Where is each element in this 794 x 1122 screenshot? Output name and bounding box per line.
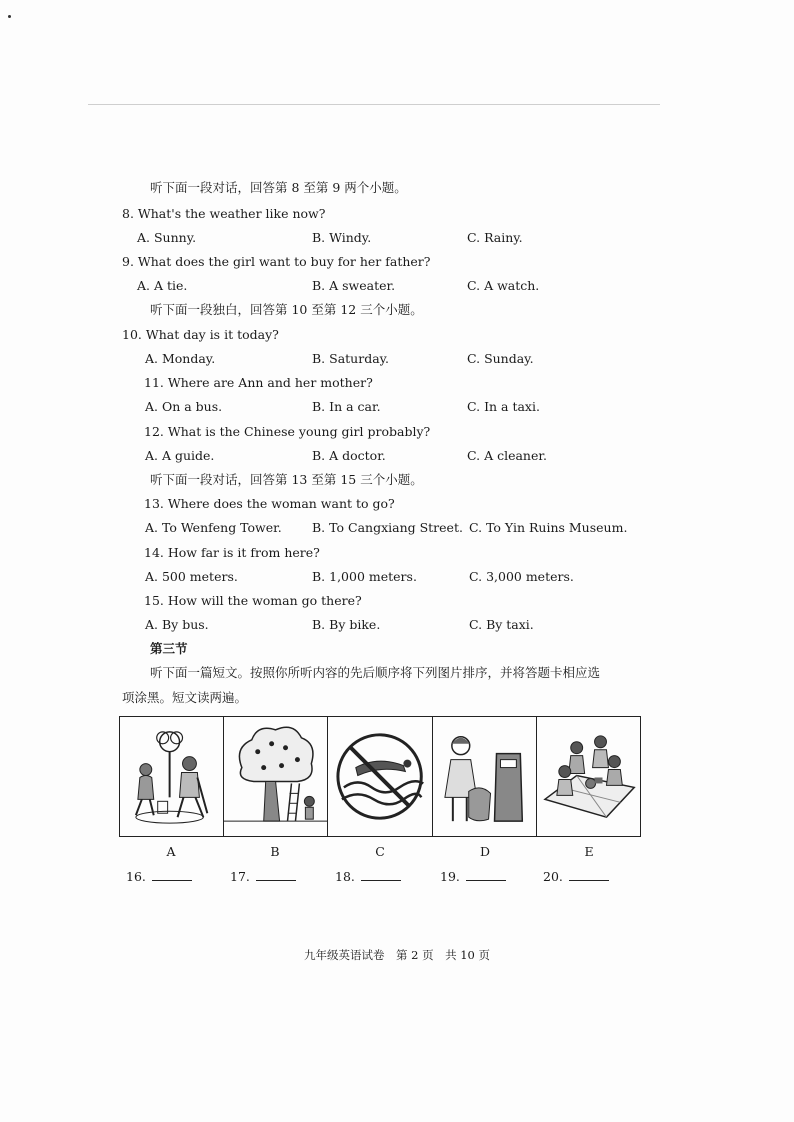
question-15-option-b: B. By bike. bbox=[312, 617, 381, 632]
question-9-option-a: A. A tie. bbox=[137, 278, 188, 293]
answer-20-blank[interactable] bbox=[569, 868, 609, 881]
dialog-13-15-intro: 听下面一段对话，回答第 13 至第 15 三个小题。 bbox=[150, 472, 423, 487]
question-14: 14. How far is it from here? bbox=[144, 545, 320, 560]
question-14-option-a: A. 500 meters. bbox=[145, 569, 238, 584]
question-13: 13. Where does the woman want to go? bbox=[144, 496, 395, 511]
answer-17-blank[interactable] bbox=[256, 868, 296, 881]
question-8: 8. What's the weather like now? bbox=[122, 206, 326, 221]
answer-19-number: 19. bbox=[440, 869, 460, 884]
picture-label-c: C bbox=[375, 844, 385, 859]
answer-18 bbox=[335, 868, 401, 884]
answer-19 bbox=[440, 868, 506, 884]
picture-a-planting-tree bbox=[120, 717, 224, 836]
question-9: 9. What does the girl want to buy for her father? bbox=[122, 254, 431, 269]
picture-c-no-swimming bbox=[328, 717, 432, 836]
picture-strip bbox=[119, 716, 641, 837]
section-3-instruction-line2: 项涂黑。短文读两遍。 bbox=[122, 690, 248, 705]
question-12: 12. What is the Chinese young girl probably? bbox=[144, 424, 431, 439]
question-9-option-b: B. A sweater. bbox=[312, 278, 396, 293]
answer-17 bbox=[230, 868, 296, 884]
scan-speck bbox=[8, 15, 11, 18]
litter-bin-icon bbox=[433, 717, 536, 836]
section-3-instruction-line1: 听下面一篇短文。按照你所听内容的先后顺序将下列图片排序，并将答题卡相应选 bbox=[150, 665, 601, 680]
question-13-option-c: C. To Yin Ruins Museum. bbox=[469, 520, 628, 535]
no-swimming-icon bbox=[328, 717, 431, 836]
question-12-option-c: C. A cleaner. bbox=[467, 448, 547, 463]
answer-18-blank[interactable] bbox=[361, 868, 401, 881]
question-15: 15. How will the woman go there? bbox=[144, 593, 362, 608]
question-9-option-c: C. A watch. bbox=[467, 278, 540, 293]
question-11-option-c: C. In a taxi. bbox=[467, 399, 540, 414]
question-10-option-b: B. Saturday. bbox=[312, 351, 390, 366]
question-10: 10. What day is it today? bbox=[122, 327, 279, 342]
picture-b-fruit-tree bbox=[224, 717, 328, 836]
header-rule bbox=[88, 104, 660, 105]
question-8-option-b: B. Windy. bbox=[312, 230, 372, 245]
picnic-icon bbox=[537, 717, 640, 836]
question-11-option-b: B. In a car. bbox=[312, 399, 381, 414]
section-3-title: 第三节 bbox=[150, 641, 188, 656]
answer-16-number: 16. bbox=[126, 869, 146, 884]
question-11: 11. Where are Ann and her mother? bbox=[144, 375, 373, 390]
tree-planting-icon bbox=[120, 717, 223, 836]
picture-e-picnic bbox=[537, 717, 640, 836]
answer-20-number: 20. bbox=[543, 869, 563, 884]
picture-d-litter-bin bbox=[433, 717, 537, 836]
question-13-option-a: A. To Wenfeng Tower. bbox=[145, 520, 282, 535]
fruit-tree-icon bbox=[224, 717, 327, 836]
question-11-option-a: A. On a bus. bbox=[145, 399, 223, 414]
question-15-option-a: A. By bus. bbox=[145, 617, 209, 632]
answer-16 bbox=[126, 868, 192, 884]
question-15-option-c: C. By taxi. bbox=[469, 617, 534, 632]
picture-label-e: E bbox=[584, 844, 594, 859]
monologue-10-12-intro: 听下面一段独白，回答第 10 至第 12 三个小题。 bbox=[150, 302, 423, 317]
answer-20 bbox=[543, 868, 609, 884]
question-10-option-c: C. Sunday. bbox=[467, 351, 534, 366]
question-12-option-a: A. A guide. bbox=[145, 448, 215, 463]
question-10-option-a: A. Monday. bbox=[145, 351, 216, 366]
answer-16-blank[interactable] bbox=[152, 868, 192, 881]
question-13-option-b: B. To Cangxiang Street. bbox=[312, 520, 463, 535]
picture-label-a: A bbox=[166, 844, 176, 859]
picture-label-d: D bbox=[479, 844, 491, 859]
question-8-option-a: A. Sunny. bbox=[137, 230, 197, 245]
dialog-8-9-intro: 听下面一段对话，回答第 8 至第 9 两个小题。 bbox=[150, 180, 407, 195]
answer-17-number: 17. bbox=[230, 869, 250, 884]
answer-19-blank[interactable] bbox=[466, 868, 506, 881]
answer-18-number: 18. bbox=[335, 869, 355, 884]
picture-label-b: B bbox=[270, 844, 280, 859]
question-14-option-b: B. 1,000 meters. bbox=[312, 569, 417, 584]
question-12-option-b: B. A doctor. bbox=[312, 448, 386, 463]
page-footer: 九年级英语试卷 第 2 页 共 10 页 bbox=[303, 948, 491, 962]
question-8-option-c: C. Rainy. bbox=[467, 230, 523, 245]
question-14-option-c: C. 3,000 meters. bbox=[469, 569, 574, 584]
